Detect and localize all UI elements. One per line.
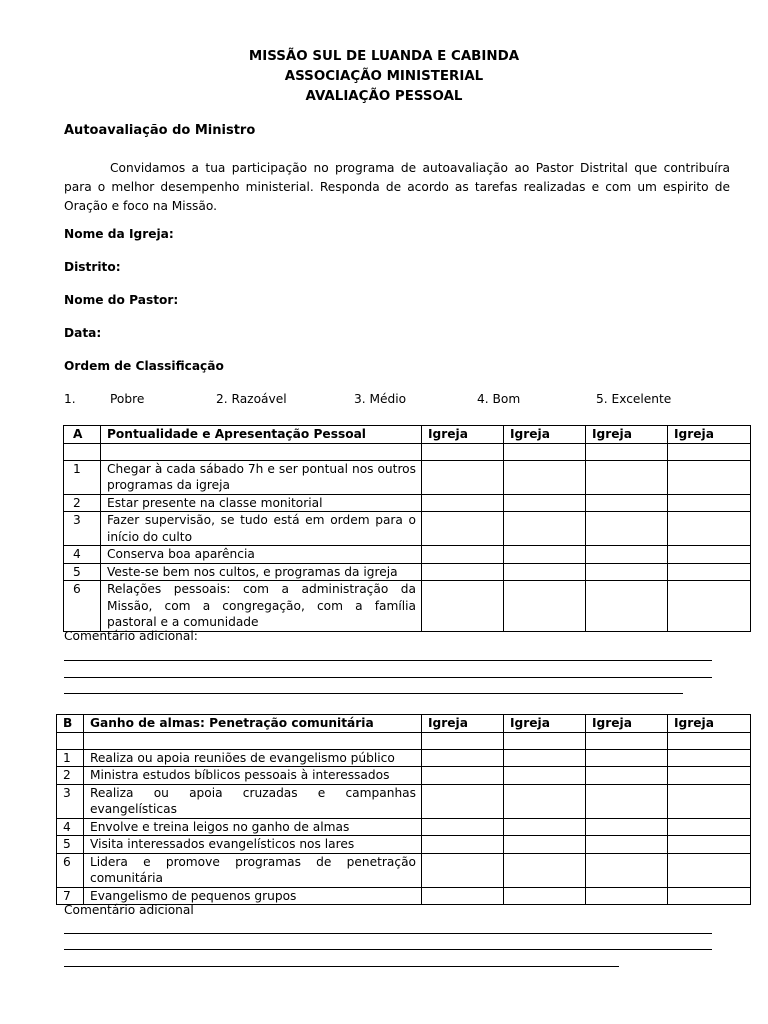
rating-option: 4. Bom [477, 392, 521, 406]
rating-cell[interactable] [504, 546, 586, 564]
rating-scale [64, 392, 744, 408]
table-row [64, 581, 751, 632]
rating-cell[interactable] [668, 767, 751, 785]
column-header-church: Igreja [586, 715, 668, 733]
row-number: 3 [64, 512, 101, 546]
table-row [57, 818, 751, 836]
rating-cell[interactable] [422, 546, 504, 564]
rating-cell[interactable] [422, 494, 504, 512]
section-letter: B [57, 715, 84, 733]
rating-cell[interactable] [504, 732, 586, 749]
rating-cell[interactable] [504, 581, 586, 632]
rating-cell[interactable] [504, 749, 586, 767]
table-row [64, 460, 751, 494]
table-row [64, 494, 751, 512]
rating-cell[interactable] [668, 887, 751, 905]
table-row [57, 836, 751, 854]
rating-cell[interactable] [504, 767, 586, 785]
rating-cell[interactable] [422, 732, 504, 749]
rating-cell[interactable] [422, 784, 504, 818]
rating-cell[interactable] [586, 581, 668, 632]
table-header-row [57, 715, 751, 733]
column-header-church: Igreja [586, 426, 668, 444]
rating-cell[interactable] [422, 460, 504, 494]
rating-cell[interactable] [668, 494, 751, 512]
intro-paragraph: Convidamos a tua participação no programa de autoavaliação ao Pastor Distrital que contribuíra para o melhor desempenho ministerial. Responda de acordo as tarefas realizadas e com um espirito de Oração e foco na Missão. [64, 161, 730, 213]
row-number: 7 [57, 887, 84, 905]
section-title: Pontualidade e Apresentação Pessoal [101, 426, 422, 444]
rating-cell[interactable] [422, 512, 504, 546]
rating-cell[interactable] [504, 443, 586, 460]
criterion-text: Estar presente na classe monitorial [101, 494, 422, 512]
row-number: 5 [57, 836, 84, 854]
criterion-text: Veste-se bem nos cultos, e programas da igreja [101, 563, 422, 581]
table-row [57, 749, 751, 767]
rating-cell[interactable] [586, 494, 668, 512]
comment-line[interactable] [64, 949, 712, 950]
criterion-text: Conserva boa aparência [101, 546, 422, 564]
rating-cell[interactable] [504, 563, 586, 581]
section-b-table [56, 714, 751, 905]
row-number: 6 [64, 581, 101, 632]
district-field[interactable]: Distrito: [64, 260, 121, 274]
table-row [57, 887, 751, 905]
date-field[interactable]: Data: [64, 326, 102, 340]
rating-cell[interactable] [504, 853, 586, 887]
rating-cell[interactable] [586, 767, 668, 785]
header-evaluation: AVALIAÇÃO PESSOAL [305, 89, 463, 104]
criterion-text: Ministra estudos bíblicos pessoais à interessados [84, 767, 422, 785]
table-row [57, 853, 751, 887]
rating-cell[interactable] [586, 512, 668, 546]
rating-cell[interactable] [586, 443, 668, 460]
rating-cell[interactable] [586, 784, 668, 818]
criterion-text: Visita interessados evangelísticos nos lares [84, 836, 422, 854]
table-row [57, 784, 751, 818]
table-row [64, 512, 751, 546]
rating-cell[interactable] [586, 563, 668, 581]
section-title: Ganho de almas: Penetração comunitária [84, 715, 422, 733]
criterion-text: Fazer supervisão, se tudo está em ordem para o início do culto [101, 512, 422, 546]
rating-option: Pobre [110, 392, 145, 406]
rating-cell[interactable] [422, 887, 504, 905]
rating-cell[interactable] [668, 853, 751, 887]
criterion-text: Lidera e promove programas de penetração comunitária [84, 853, 422, 887]
rating-cell[interactable] [668, 563, 751, 581]
comment-label-a: Comentário adicional: [64, 629, 198, 643]
rating-cell[interactable] [422, 818, 504, 836]
rating-cell[interactable] [586, 853, 668, 887]
comment-line[interactable] [64, 677, 712, 678]
column-header-church: Igreja [668, 715, 751, 733]
rating-option: 5. Excelente [596, 392, 672, 406]
criterion-text: Evangelismo de pequenos grupos [84, 887, 422, 905]
row-number: 2 [57, 767, 84, 785]
rating-cell[interactable] [586, 546, 668, 564]
section-subtitle: Autoavaliação do Ministro [64, 123, 256, 138]
rating-cell[interactable] [504, 836, 586, 854]
table-row [64, 546, 751, 564]
section-a-table [63, 425, 751, 632]
row-number: 5 [64, 563, 101, 581]
rating-option: 3. Médio [354, 392, 407, 406]
header-association: ASSOCIAÇÃO MINISTERIAL [284, 69, 484, 84]
table-row-empty [57, 732, 751, 749]
row-number: 1 [57, 749, 84, 767]
rating-cell[interactable] [668, 512, 751, 546]
criterion-text: Relações pessoais: com a administração da Missão, com a congregação, com a família pastoral e a comunidade [101, 581, 422, 632]
church-name-field[interactable]: Nome da Igreja: [64, 227, 174, 241]
row-number: 2 [64, 494, 101, 512]
column-header-church: Igreja [504, 426, 586, 444]
rating-cell[interactable] [668, 818, 751, 836]
rating-option: 1. [64, 392, 76, 406]
comment-line[interactable] [64, 660, 712, 661]
column-header-church: Igreja [504, 715, 586, 733]
classification-title: Ordem de Classificação [64, 359, 224, 373]
rating-cell[interactable] [422, 749, 504, 767]
rating-cell[interactable] [504, 512, 586, 546]
pastor-name-field[interactable]: Nome do Pastor: [64, 293, 179, 307]
rating-cell[interactable] [504, 784, 586, 818]
rating-cell[interactable] [668, 546, 751, 564]
rating-cell[interactable] [668, 732, 751, 749]
rating-cell[interactable] [586, 836, 668, 854]
rating-cell[interactable] [668, 784, 751, 818]
criterion-text: Realiza ou apoia reuniões de evangelismo público [84, 749, 422, 767]
document-header [0, 47, 768, 107]
comment-label-b: Comentário adicional [64, 903, 194, 917]
table-header-row [64, 426, 751, 444]
table-row-empty [64, 443, 751, 460]
column-header-church: Igreja [422, 715, 504, 733]
rating-cell[interactable] [422, 836, 504, 854]
rating-cell[interactable] [586, 749, 668, 767]
criterion-text: Realiza ou apoia cruzadas e campanhas evangelísticas [84, 784, 422, 818]
header-mission: MISSÃO SUL DE LUANDA E CABINDA [248, 49, 520, 64]
rating-cell[interactable] [668, 836, 751, 854]
rating-cell[interactable] [668, 749, 751, 767]
rating-cell[interactable] [504, 818, 586, 836]
rating-cell[interactable] [586, 732, 668, 749]
criterion-text: Envolve e treina leigos no ganho de almas [84, 818, 422, 836]
row-number: 6 [57, 853, 84, 887]
row-number: 4 [64, 546, 101, 564]
rating-cell[interactable] [586, 460, 668, 494]
comment-line[interactable] [64, 933, 712, 934]
rating-cell[interactable] [504, 460, 586, 494]
rating-cell[interactable] [422, 563, 504, 581]
rating-cell[interactable] [586, 818, 668, 836]
row-number: 3 [57, 784, 84, 818]
rating-cell[interactable] [504, 887, 586, 905]
row-number: 1 [64, 460, 101, 494]
row-number: 4 [57, 818, 84, 836]
table-row [64, 563, 751, 581]
rating-cell[interactable] [422, 853, 504, 887]
rating-cell[interactable] [668, 460, 751, 494]
comment-line[interactable] [64, 966, 619, 967]
rating-cell[interactable] [422, 581, 504, 632]
section-letter: A [64, 426, 101, 444]
rating-cell[interactable] [668, 581, 751, 632]
comment-line[interactable] [64, 693, 683, 694]
rating-cell[interactable] [422, 767, 504, 785]
rating-option: 2. Razoável [216, 392, 287, 406]
criterion-text: Chegar à cada sábado 7h e ser pontual nos outros programas da igreja [101, 460, 422, 494]
table-row [57, 767, 751, 785]
column-header-church: Igreja [668, 426, 751, 444]
rating-cell[interactable] [422, 443, 504, 460]
column-header-church: Igreja [422, 426, 504, 444]
rating-cell[interactable] [504, 494, 586, 512]
rating-cell[interactable] [668, 443, 751, 460]
rating-cell[interactable] [586, 887, 668, 905]
